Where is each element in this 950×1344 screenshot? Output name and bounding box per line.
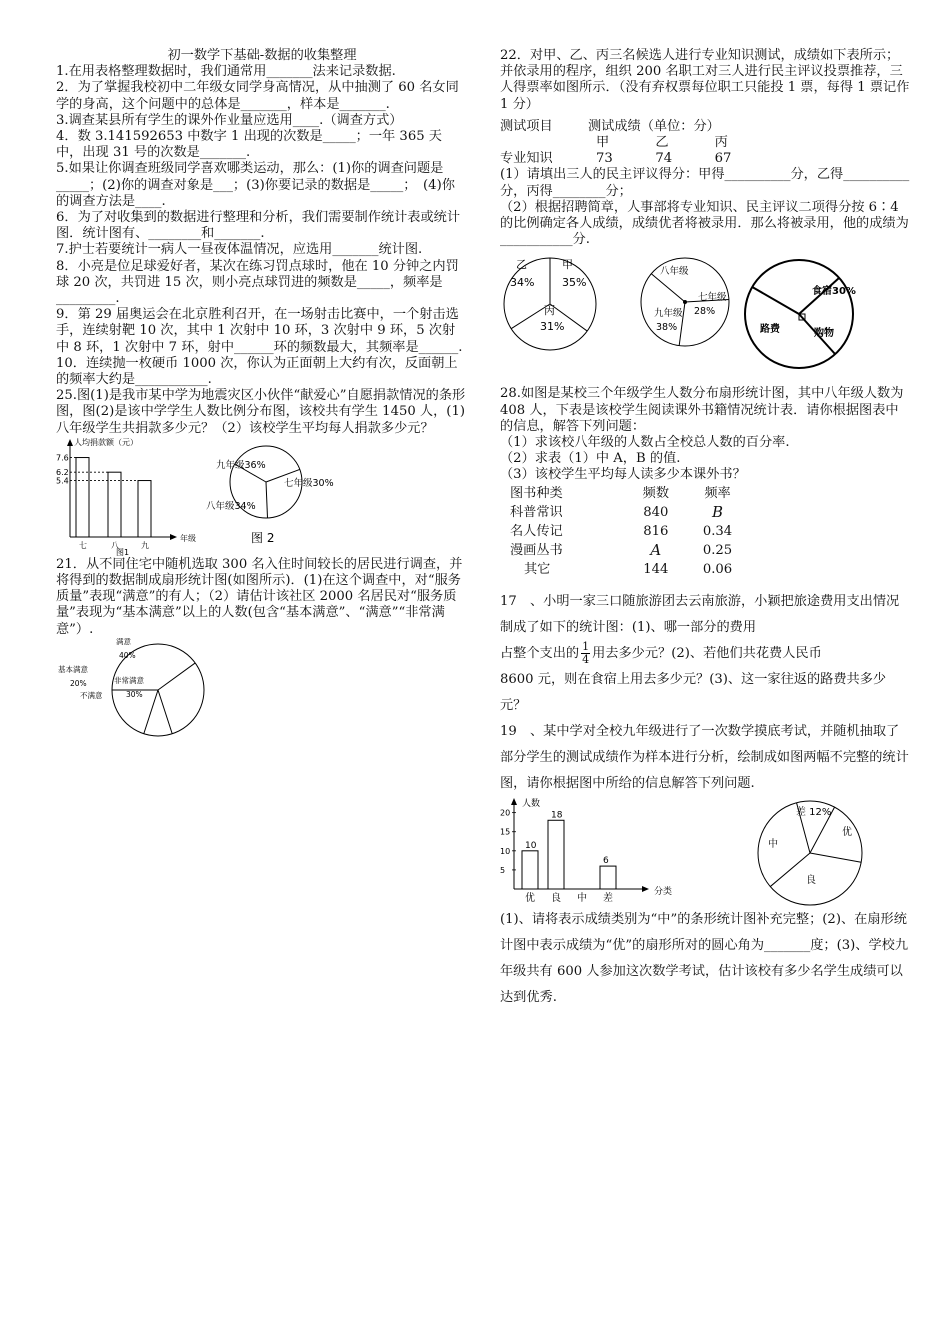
votes-pie-name: 丙 (544, 304, 555, 318)
page-title: 初一数学下基础-数据的收集整理 (167, 48, 357, 63)
q25-y-arrow (67, 439, 73, 446)
q28-row2-rate: 0.34 (702, 523, 733, 539)
q19-pie-label: 中 (768, 838, 778, 850)
q28-row1-rate: B (711, 502, 724, 521)
travel-pie-label: 购物 (814, 328, 834, 340)
q19-category-label: 良 (551, 892, 561, 904)
q25-ylabel: 人均捐款额（元） (74, 437, 138, 447)
q19-figures (500, 797, 910, 907)
question-7: 7.护士若要统计一病人一昼夜体温情况，应选用_______统计图. (56, 242, 423, 258)
question-28: 28.如图是某校三个年级学生人数分布扇形统计图，其中八年级人数为 408 人，下表是该校学生阅读课外书籍情况统计表．请你根据图表中的信息，解答下列问题： (500, 386, 904, 434)
q17-fraction (581, 641, 590, 666)
q25-xlabel: 年级 (180, 533, 196, 543)
q28-row3-freq: A (650, 540, 662, 559)
q28-row2-freq: 816 (643, 523, 669, 539)
q28-row3-rate: 0.25 (702, 542, 733, 558)
q19-tick-label: 5 (500, 865, 506, 875)
q19-tick-label: 10 (500, 846, 511, 856)
question-3: 3.调查某县所有学生的课外作业量应选用____.（调查方式） (56, 112, 403, 128)
q25-category-label: 九 (141, 540, 149, 550)
q25-bar-chart (56, 437, 196, 557)
q19-pie-divider (770, 853, 810, 887)
q17-frac-den: 4 (582, 652, 590, 666)
grades-pie-center (683, 300, 687, 304)
grades-pie-label: 八年级 (660, 266, 689, 278)
q19-x-arrow (642, 886, 649, 892)
votes-pie-name: 乙 (516, 258, 527, 272)
grades-pie-chart (641, 258, 729, 346)
question-21: 21．从不同住宅中随机选取 300 名入住时间较长的居民进行调查，并将得到的数据制成扇形统计图(如图所示)．(1)在这个调查中，对“服务质量”表现“满意”的有人；（2）请估计该社区 2000 名居民对“服务质量”表现为“基本满意”以上的人数(包含“基本满意”、“满意”“非常满意”）. (56, 556, 463, 637)
q19-pie-label: 差 12% (796, 806, 832, 818)
q22-row-header: 测试项目 (500, 118, 553, 134)
q17-line-1: 17 、小明一家三口随旅游团去云南旅游，小颖把旅途费用支出情况制成了如下的统计图：(1)、哪一部分的费用 (500, 593, 900, 635)
right-column (500, 48, 910, 1011)
q25-bar (138, 480, 151, 536)
q25-pie-divider (266, 482, 268, 518)
travel-pie-chart (745, 260, 856, 368)
q19-data-label: 18 (551, 809, 563, 820)
q28-header-freq: 频数 (642, 485, 670, 501)
q28-row1-kind: 科普常识 (510, 504, 563, 520)
q17-line-3: 8600 元，则在食宿上用去多少元？(3)、这一家往返的路费共多少元？ (500, 671, 887, 713)
question-9: 9．第 29 届奥运会在北京胜利召开，在一场射击比赛中，一个射击选手，连续射靶 10 次，其中 1 次射中 10 环，3 次射中 9 环，5 次射中 8 环，1 次射中 7 环，射中______环的频数最大，其频率是______. (56, 307, 463, 355)
grades-pie-pct: 38% (656, 322, 678, 334)
votes-pie-name: 甲 (562, 258, 573, 272)
q22-score-yi: 74 (655, 151, 673, 167)
q25-pie-label: 八年级34% (206, 500, 256, 512)
q19-pie-label: 良 (806, 874, 816, 886)
q25-pie-label: 七年级30% (284, 477, 334, 489)
q21-pie-pct: 40% (119, 650, 136, 660)
q21-pie-figure (56, 638, 468, 748)
question-2: 2．为了掌握我校初中二年级女同学身高情况，从中抽测了 60 名女同学的身高，这个问题中的总体是_______，样本是_______. (56, 80, 459, 112)
question-5: 5.如果让你调查班级同学喜欢哪类运动，那么：(1)你的调查问题是_____；(2)你的调查对象是___；(3)你要记录的数据是_____； (4)你的调查方法是____. (56, 161, 455, 209)
q19-bar-chart (500, 797, 672, 904)
travel-pie-label: 食宿30% (812, 286, 856, 298)
q21-pie-label: 非常满意 (114, 675, 144, 685)
q19-pie-divider (810, 853, 861, 862)
q19-bar (522, 850, 538, 888)
q25-category-label: 七 (79, 540, 87, 550)
q28-book-table (510, 484, 750, 579)
q22-candidate-jia: 甲 (596, 135, 610, 151)
q19-category-label: 中 (577, 892, 587, 904)
travel-pie-label: 路费 (760, 324, 780, 336)
q21-pie-label: 不满意 (80, 690, 103, 700)
q25-x-arrow (170, 534, 177, 540)
q19-data-label: 6 (603, 855, 609, 866)
q19-pie-label: 优 (842, 826, 852, 838)
q19-bar (548, 820, 564, 889)
q25-figures (56, 437, 468, 557)
q22-part-2: （2）根据招聘简章，人事部将专业知识、民主评议二项得分按 6∶4 的比例确定各人成绩，成绩优者将被录用．那么将被录用，他的成绩为___________分. (500, 199, 909, 248)
q22-score-jia: 73 (596, 151, 613, 167)
q28-row4-freq: 144 (643, 561, 669, 577)
q25-tick-label: 5.4 (56, 476, 69, 486)
q25-pie-caption: 图 2 (251, 530, 275, 545)
q22-score-table (500, 119, 760, 168)
q28-row3-kind: 漫画丛书 (510, 542, 563, 558)
votes-pie-chart (504, 258, 596, 350)
q25-bar (76, 457, 89, 536)
q21-pie-pct: 30% (126, 689, 143, 699)
q19-category-label: 差 (603, 892, 613, 904)
q19-y-arrow (511, 798, 517, 805)
q17-frac-num: 1 (582, 639, 590, 653)
q17-line-2a: 占整个支出的 (500, 645, 580, 661)
q21-pie-divider (158, 690, 172, 734)
question-10: 10．连续抛一枚硬币 1000 次，你认为正面朝上大约有次，反面朝上的频率大约是___________. (56, 355, 458, 388)
q28-header-kind: 图书种类 (510, 485, 563, 501)
question-1: 1.在用表格整理数据时，我们通常用_______法来记录数据. (56, 64, 396, 80)
q19-data-label: 10 (525, 840, 537, 851)
question-6: 6．为了对收集到的数据进行整理和分析，我们需要制作统计表或统计图．统计图有、________和_______. (56, 210, 461, 242)
q25-bar (108, 472, 121, 537)
q28-header-rate: 频率 (704, 485, 731, 501)
q28-row1-freq: 840 (643, 504, 669, 520)
q22-col-header: 测试成绩（单位：分） (588, 118, 720, 134)
q19-bar (600, 866, 616, 889)
question-8: 8．小亮是位足球爱好者，某次在练习罚点球时，他在 10 分钟之内罚球 20 次，共罚进 15 次，则小亮点球罚进的频数是_____，频率是_________. (56, 258, 459, 307)
q25-pie-label: 九年级36% (216, 459, 266, 471)
question-25: 25.图(1)是我市某中学为地震灾区小伙伴“献爱心”自愿捐款情况的条形图，图(2)是该中学学生人数比例分布图，该校共有学生 1450 人，(1)八年级学生共捐款多少元？（2）该校学生平均每人捐款多少元？ (56, 388, 466, 436)
left-column (56, 48, 468, 748)
q28-part-3: （3）该校学生平均每人读多少本课外书？ (500, 467, 746, 483)
q28-part-2: （2）求表（1）中 A，B 的值. (500, 451, 681, 467)
q19-ylabel: 人数 (522, 798, 541, 809)
q22-candidate-yi: 乙 (655, 135, 669, 151)
votes-pie-pct: 34% (510, 276, 535, 290)
q17-line-2 (500, 641, 910, 667)
votes-pie-pct: 31% (540, 320, 565, 334)
q19-parts: (1)、请将表示成绩类别为“中”的条形统计图补充完整；(2)、在扇形统计图中表示成绩为“优”的扇形所对的圆心角为_______度；(3)、学校九年级共有 600 人参加这次数学考试，估计该校有多少名学生成绩可以达到优秀. (500, 911, 909, 1005)
q21-pie-divider (158, 663, 195, 690)
q28-part-1: （1）求该校八年级的人数占全校总人数的百分率. (500, 435, 790, 451)
votes-pie-pct: 35% (562, 276, 587, 290)
question-4: 4．数 3.141592653 中数字 1 出现的次数是_____；一年 365 天中，出现 31 号的次数是_______. (56, 129, 442, 161)
grades-pie-label: 七年级 (698, 292, 727, 304)
q19-pie-chart (758, 801, 862, 905)
q25-tick-label: 7.6 (56, 453, 69, 463)
q28-row4-kind: 其它 (524, 561, 551, 577)
q28-row4-rate: 0.06 (702, 561, 733, 577)
q19-xlabel: 分类 (654, 886, 673, 897)
q21-pie-label: 基本满意 (58, 664, 88, 674)
q22-candidate-bing: 丙 (714, 135, 728, 151)
q25-caption: 图1 (116, 547, 130, 557)
question-17 (500, 589, 910, 797)
q21-pie-divider (144, 690, 158, 734)
question-19: 19 、某中学对全校九年级进行了一次数学摸底考试，并随机抽取了部分学生的测试成绩作为样本进行分析，绘制成如图两幅不完整的统计图，请你根据图中所给的信息解答下列问题. (500, 723, 909, 791)
q19-tick-label: 15 (500, 827, 511, 837)
q25-category-label: 八 (111, 540, 119, 550)
q19-tick-label: 20 (500, 808, 511, 818)
grades-pie-label: 九年级 (654, 308, 683, 320)
grades-pie-pct: 28% (694, 306, 716, 318)
q28-row2-kind: 名人传记 (510, 523, 563, 539)
q17-line-2b: 用去多少元？(2)、若他们共花费人民币 (592, 645, 822, 661)
q22-row-label: 专业知识 (500, 151, 553, 167)
q22-part-1: (1）请填出三人的民主评议得分：甲得__________分，乙得__________分，丙得________分； (500, 167, 910, 199)
q19-parts-block (500, 907, 910, 1011)
grades-pie-divider (651, 274, 685, 302)
q25-pie-chart (206, 446, 334, 545)
question-22: 22．对甲、乙、丙三名候选人进行专业知识测试，成绩如下表所示；并依录用的程序，组织 200 名职工对三人进行民主评议投票推荐，三人得票率如图所示．（没有弃权票每位职工只能投 1 票，每得 1 票记作 1 分） (500, 48, 910, 112)
q19-category-label: 优 (525, 892, 535, 904)
q21-pie-pct: 20% (70, 678, 87, 688)
q21-pie-label: 满意 (116, 637, 131, 646)
three-pie-figures (500, 256, 910, 376)
q22-score-bing: 67 (714, 151, 732, 167)
q25-tick-label: 6.2 (56, 468, 69, 478)
travel-pie-divider (752, 287, 799, 314)
